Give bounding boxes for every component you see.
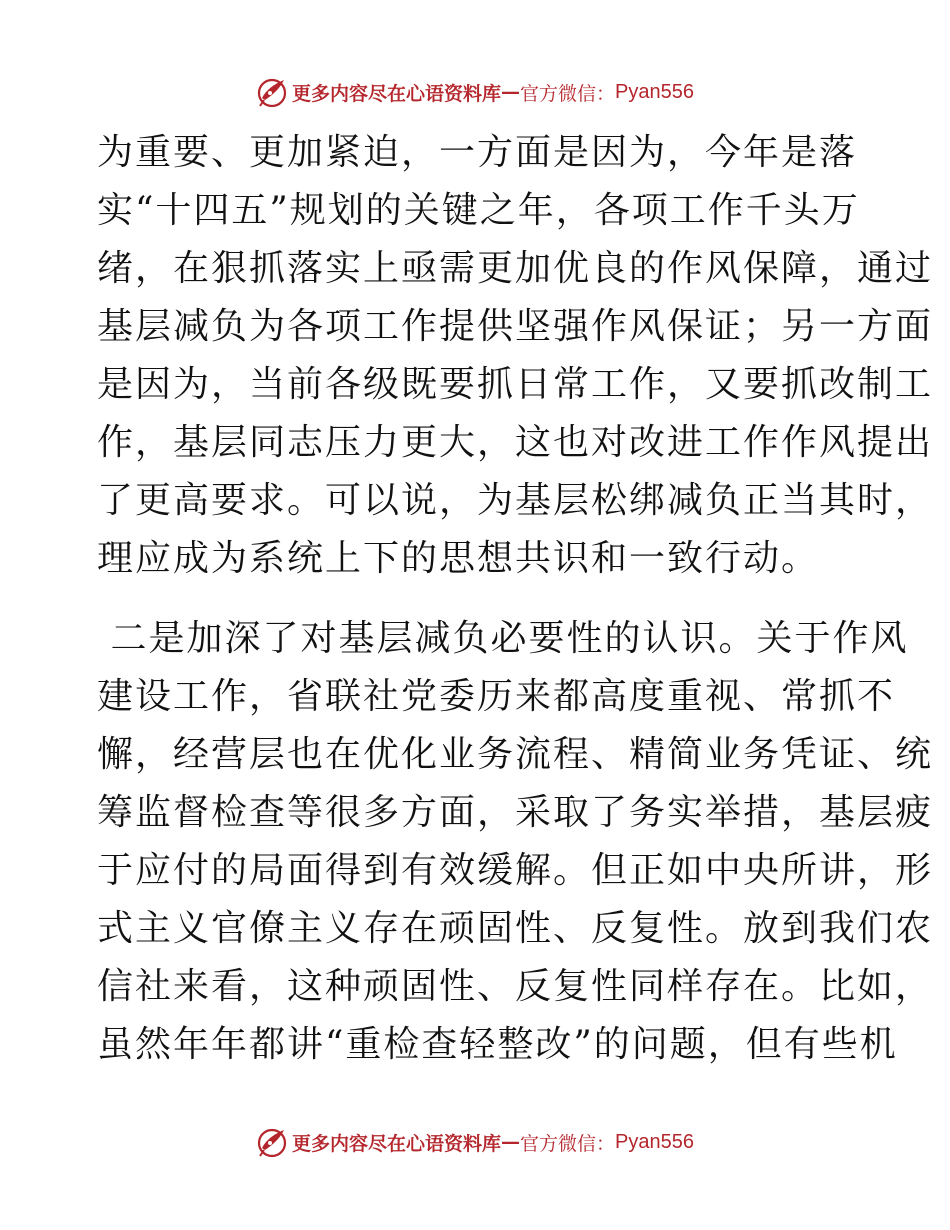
footer-banner [0, 1122, 950, 1162]
text-line: 建设工作，省联社党委历来都高度重视、常抓不 [97, 676, 896, 717]
text-line: 作，基层同志压力更大，这也对改进工作作风提出 [97, 422, 934, 463]
text-line: 实“十四五”规划的关键之年，各项工作千头万 [97, 190, 860, 231]
footer-site-text: 更多内容尽在心语资料库 [292, 1132, 502, 1155]
text-line: 式主义官僚主义存在顽固性、反复性。放到我们农 [97, 908, 934, 949]
footer-dash: — [501, 1131, 521, 1153]
paragraph-2 [97, 610, 934, 1074]
text-line: 于应付的局面得到有效缓解。但正如中央所讲，形 [97, 850, 934, 891]
text-line: 为重要、更加紧迫，一方面是因为，今年是落 [97, 132, 858, 173]
text-line: 是因为，当前各级既要抓日常工作，又要抓改制工 [97, 364, 934, 405]
paragraph-1 [97, 124, 934, 588]
footer-wechat-id: Pyan556 [615, 1130, 694, 1153]
text-line: 筹监督检查等很多方面，采取了务实举措，基层疲 [97, 792, 934, 833]
text-line: 二是加深了对基层减负必要性的认识。关于作风 [97, 618, 909, 659]
header-banner [0, 72, 950, 112]
text-line: 绪，在狠抓落实上亟需更加优良的作风保障，通过 [97, 248, 934, 289]
header-site-text: 更多内容尽在心语资料库 [292, 82, 502, 105]
text-line: 懈，经营层也在优化业务流程、精简业务凭证、统 [97, 734, 934, 775]
pen-nib-logo-icon [256, 76, 288, 108]
text-line: 理应成为系统上下的思想共识和一致行动。 [97, 538, 820, 579]
text-line: 了更高要求。可以说，为基层松绑减负正当其时， [97, 480, 934, 521]
document-body [97, 124, 934, 1074]
text-line: 基层减负为各项工作提供坚强作风保证；另一方面 [97, 306, 934, 347]
pen-nib-logo-icon [256, 1126, 288, 1158]
text-line: 虽然年年都讲“重检查轻整改”的问题，但有些机 [97, 1024, 898, 1065]
footer-wechat-label: 官方微信： [520, 1132, 616, 1155]
text-line: 信社来看，这种顽固性、反复性同样存在。比如， [97, 966, 934, 1007]
header-wechat-id: Pyan556 [615, 80, 694, 103]
header-wechat-label: 官方微信： [520, 82, 616, 105]
header-dash: — [501, 81, 521, 103]
